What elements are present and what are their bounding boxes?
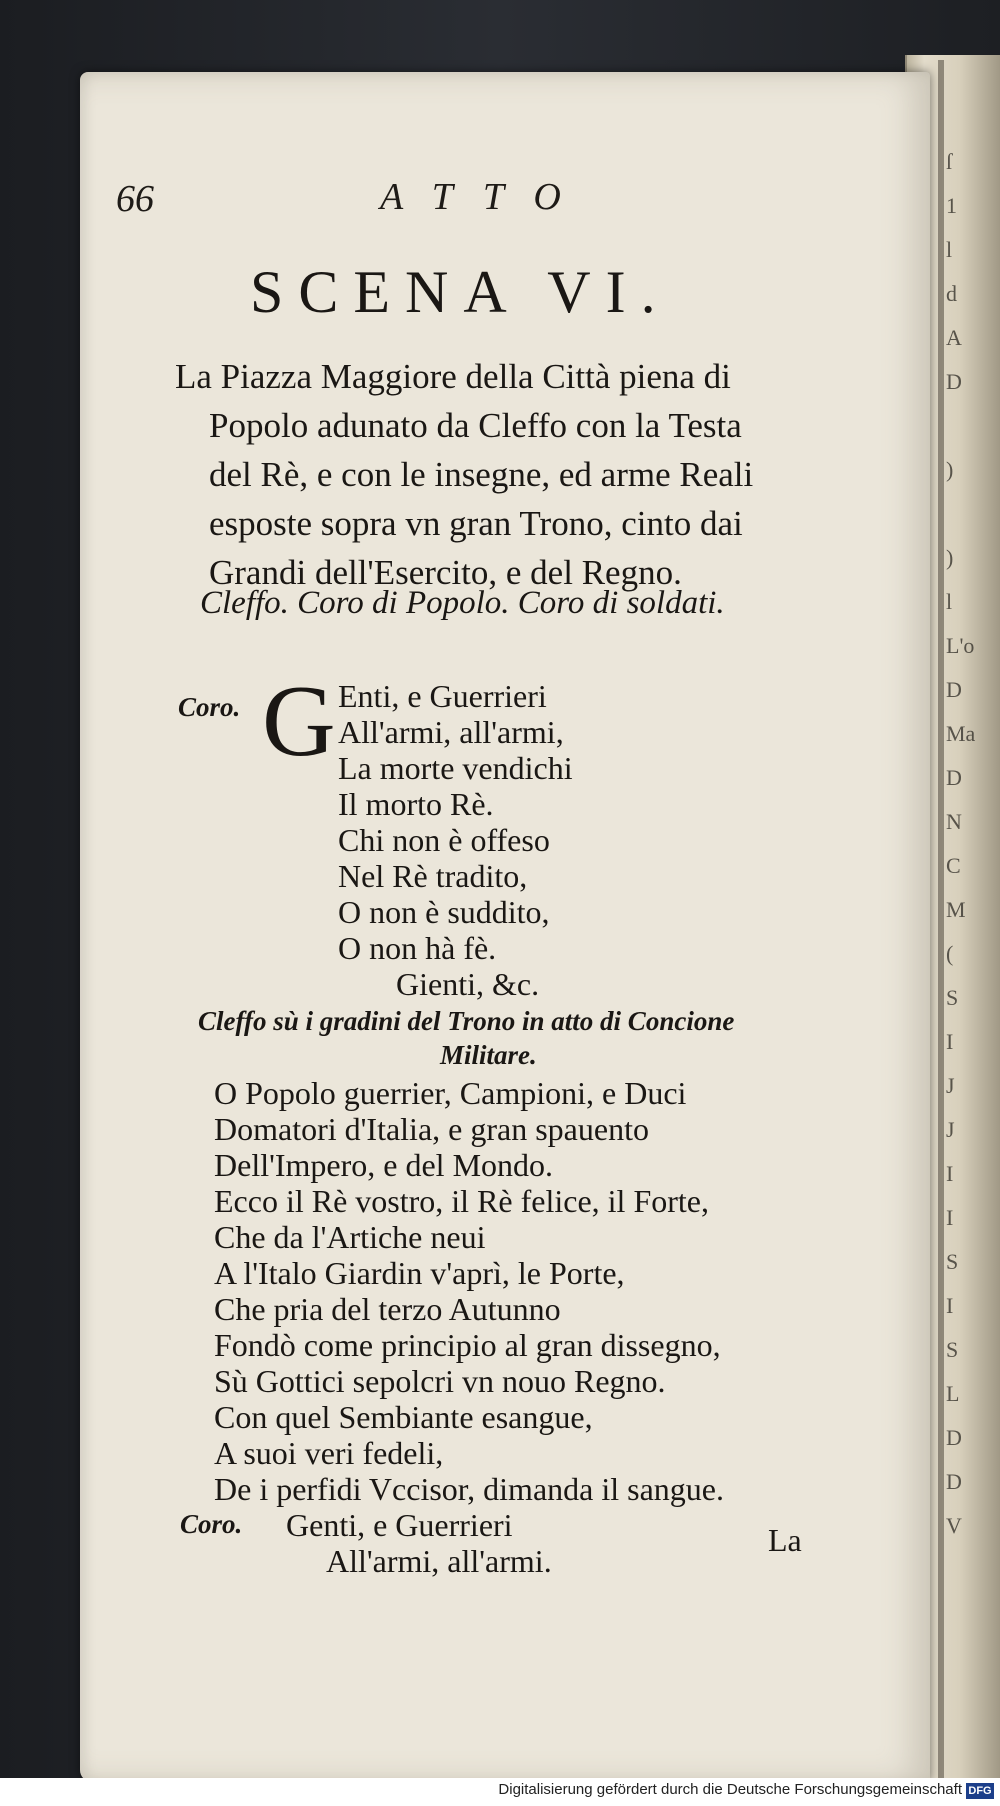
- verse-line: Sù Gottici sepolcri vn nouo Regno.: [214, 1363, 666, 1399]
- scene-title: SCENA VI.: [250, 259, 671, 325]
- stage-direction-line: del Rè, e con le insegne, ed arme Reali: [209, 455, 754, 494]
- verse-line: All'armi, all'armi,: [338, 714, 564, 750]
- stage-direction-line: Popolo adunato da Cleffo con la Testa: [209, 406, 742, 445]
- verse-line: All'armi, all'armi.: [326, 1543, 552, 1579]
- verse-line: Fondò come principio al gran dissegno,: [214, 1327, 721, 1363]
- verse-line: Nel Rè tradito,: [338, 858, 528, 894]
- verse-line: A suoi veri fedeli,: [214, 1435, 444, 1471]
- stage-direction-line: La Piazza Maggiore della Città piena di: [175, 357, 731, 396]
- verse-line: Domatori d'Italia, e gran spauento: [214, 1111, 649, 1147]
- drop-capital: G: [262, 665, 336, 778]
- character-list: Cleffo. Coro di Popolo. Coro di soldati.: [200, 585, 725, 621]
- verse-line: Che da l'Artiche neui: [214, 1219, 486, 1255]
- stage-direction-line: esposte sopra vn gran Trono, cinto dai: [209, 504, 743, 543]
- verse-line: Il morto Rè.: [338, 786, 494, 822]
- page-fold-shadow: [938, 60, 944, 1780]
- speaker-label: Coro.: [178, 692, 241, 722]
- verse-line: Gienti, &c.: [396, 966, 540, 1002]
- verse-line: Dell'Impero, e del Mondo.: [214, 1147, 554, 1183]
- verse-line: Ecco il Rè vostro, il Rè felice, il Forte,: [214, 1183, 709, 1219]
- footer-credit: Digitalisierung gefördert durch die Deutsche Forschungsgemeinschaft: [498, 1781, 962, 1798]
- catchword: La: [768, 1522, 802, 1558]
- verse-line: Genti, e Guerrieri: [286, 1507, 513, 1543]
- stage-direction-line: Grandi dell'Esercito, e del Regno.: [209, 553, 682, 592]
- stage-direction-italic: Cleffo sù i gradini del Trono in atto di Concione: [198, 1006, 735, 1036]
- verse-line: La morte vendichi: [338, 750, 573, 786]
- verse-line: Enti, e Guerrieri: [338, 678, 547, 714]
- digitization-footer: [0, 1778, 1000, 1806]
- verse-line: Chi non è offeso: [338, 822, 550, 858]
- dfg-logo-icon: DFG: [966, 1783, 994, 1799]
- verse-line: O non è suddito,: [338, 894, 550, 930]
- verse-line: Con quel Sembiante esangue,: [214, 1399, 593, 1435]
- verse-line: A l'Italo Giardin v'aprì, le Porte,: [214, 1255, 625, 1291]
- verse-line: Che pria del terzo Autunno: [214, 1291, 561, 1327]
- next-page-edge-text: ſ 1 l d A D ) ) l L'o D Ma D N C M ( S I J J I I S I S L D D V: [946, 149, 976, 1538]
- verse-line: De i perfidi Vccisor, dimanda il sangue.: [214, 1471, 724, 1507]
- running-head: ATTO: [380, 176, 591, 218]
- stage-direction-italic: Militare.: [440, 1040, 537, 1070]
- speaker-label: Coro.: [180, 1509, 243, 1539]
- verse-line: O Popolo guerrier, Campioni, e Duci: [214, 1075, 687, 1111]
- verse-line: O non hà fè.: [338, 930, 497, 966]
- stage-direction: [175, 352, 875, 597]
- page-number: 66: [116, 178, 154, 220]
